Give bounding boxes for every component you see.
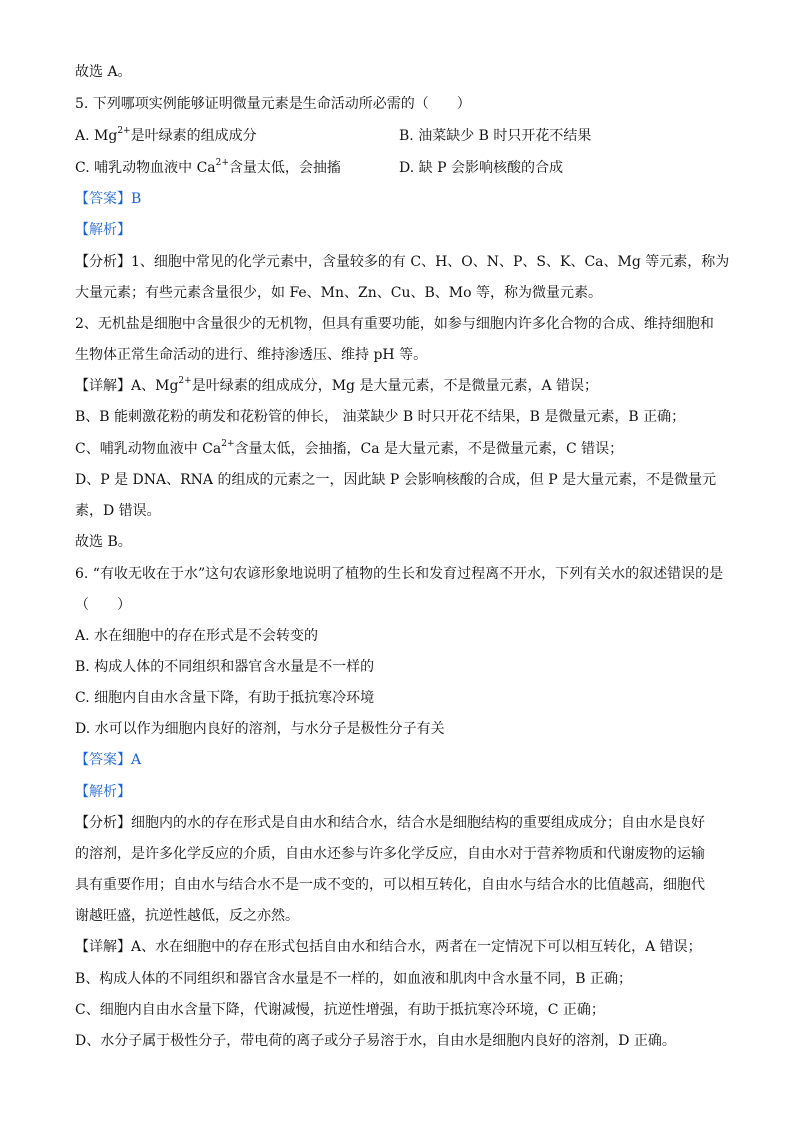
q5-xiangjie-c: C、哺乳动物血液中 $Ca^{2+}$含量太低，会抽搐，Ca 是大量元素，不是微量元素，C 错误；: [75, 439, 624, 457]
q5-answer: 【答案】B: [75, 191, 142, 207]
q5-conclusion: 故选 B。: [75, 534, 132, 550]
q5-xiangjie-b: B、B 能刺激花粉的萌发和花粉管的伸长， 油菜缺少 B 时只开花不结果，B 是微量元素，B 正确；: [75, 409, 686, 425]
q6-xiangjie-a: 【详解】A、水在细胞中的存在形式包括自由水和结合水，两者在一定情况下可以相互转化，A 错误；: [75, 939, 702, 955]
q5-option-a: A. $Mg^{2+}$是叶绿素的组成成分: [75, 126, 257, 144]
q6-stem-line-1: 6. “有收无收在于水”这句农谚形象地说明了植物的生长和发育过程离不开水，下列有关水的叙述错误的是: [75, 566, 724, 582]
q6-answer: 【答案】A: [75, 752, 142, 768]
q6-fenxi-line-3: 具有重要作用；自由水与结合水不是一成不变的，可以相互转化，自由水与结合水的比值越高，细胞代: [75, 877, 705, 893]
q6-fenxi-line-4: 谢越旺盛，抗逆性越低，反之亦然。: [75, 908, 299, 924]
q6-analysis-header: 【解析】: [75, 784, 131, 800]
q6-option-c: C. 细胞内自由水含量下降，有助于抵抗寒冷环境: [75, 690, 375, 706]
q6-xiangjie-c: C、细胞内自由水含量下降，代谢减慢，抗逆性增强，有助于抵抗寒冷环境，C 正确；: [75, 1002, 605, 1018]
q6-xiangjie-b: B、构成人体的不同组织和器官含水量是不一样的，如血液和肌肉中含水量不同，B 正确；: [75, 971, 633, 987]
q5-option-c: C. 哺乳动物血液中 $Ca^{2+}$含量太低，会抽搐: [75, 158, 341, 176]
q6-option-b: B. 构成人体的不同组织和器官含水量是不一样的: [75, 659, 375, 675]
prev-conclusion: 故选 A。: [75, 64, 132, 80]
q5-stem: 5. 下列哪项实例能够证明微量元素是生命活动所必需的（ ）: [75, 96, 471, 112]
q5-fenxi-line-2: 大量元素；有些元素含量很少，如 Fe、Mn、Zn、Cu、B、Mo 等，称为微量元素。: [75, 285, 603, 301]
q6-stem-line-2: （ ）: [75, 597, 131, 613]
q6-option-d: D. 水可以作为细胞内良好的溶剂，与水分子是极性分子有关: [75, 721, 445, 737]
q5-analysis-header: 【解析】: [75, 222, 131, 238]
q5-xiangjie-a: 【详解】A、$Mg^{2+}$是叶绿素的组成成分，Mg 是大量元素，不是微量元素，A 错误；: [75, 376, 599, 394]
q6-xiangjie-d: D、水分子属于极性分子，带电荷的离子或分子易溶于水，自由水是细胞内良好的溶剂，D 正确。: [75, 1033, 676, 1049]
q5-fenxi-line-4: 生物体正常生命活动的进行、维持渗透压、维持 pH 等。: [75, 347, 428, 363]
q6-fenxi-line-2: 的溶剂，是许多化学反应的介质，自由水还参与许多化学反应，自由水对于营养物质和代谢废物的运输: [75, 846, 705, 862]
q5-fenxi-line-3: 2、无机盐是细胞中含量很少的无机物，但具有重要功能，如参与细胞内许多化合物的合成、维持细胞和: [75, 316, 714, 332]
q5-fenxi-line-1: 【分析】1、细胞中常见的化学元素中，含量较多的有 C、H、O、N、P、S、K、Ca、Mg 等元素，称为: [75, 254, 730, 270]
q5-option-b: B. 油菜缺少 B 时只开花不结果: [399, 128, 592, 144]
q6-option-a: A. 水在细胞中的存在形式是不会转变的: [75, 628, 319, 644]
q5-xiangjie-d-line-1: D、P 是 DNA、RNA 的组成的元素之一，因此缺 P 会影响核酸的合成，但 P 是大量元素，不是微量元: [75, 472, 717, 488]
q6-fenxi-line-1: 【分析】细胞内的水的存在形式是自由水和结合水，结合水是细胞结构的重要组成成分；自由水是良好: [75, 815, 705, 831]
q5-xiangjie-d-line-2: 素，D 错误。: [75, 503, 161, 519]
q5-option-d: D. 缺 P 会影响核酸的合成: [399, 160, 563, 176]
